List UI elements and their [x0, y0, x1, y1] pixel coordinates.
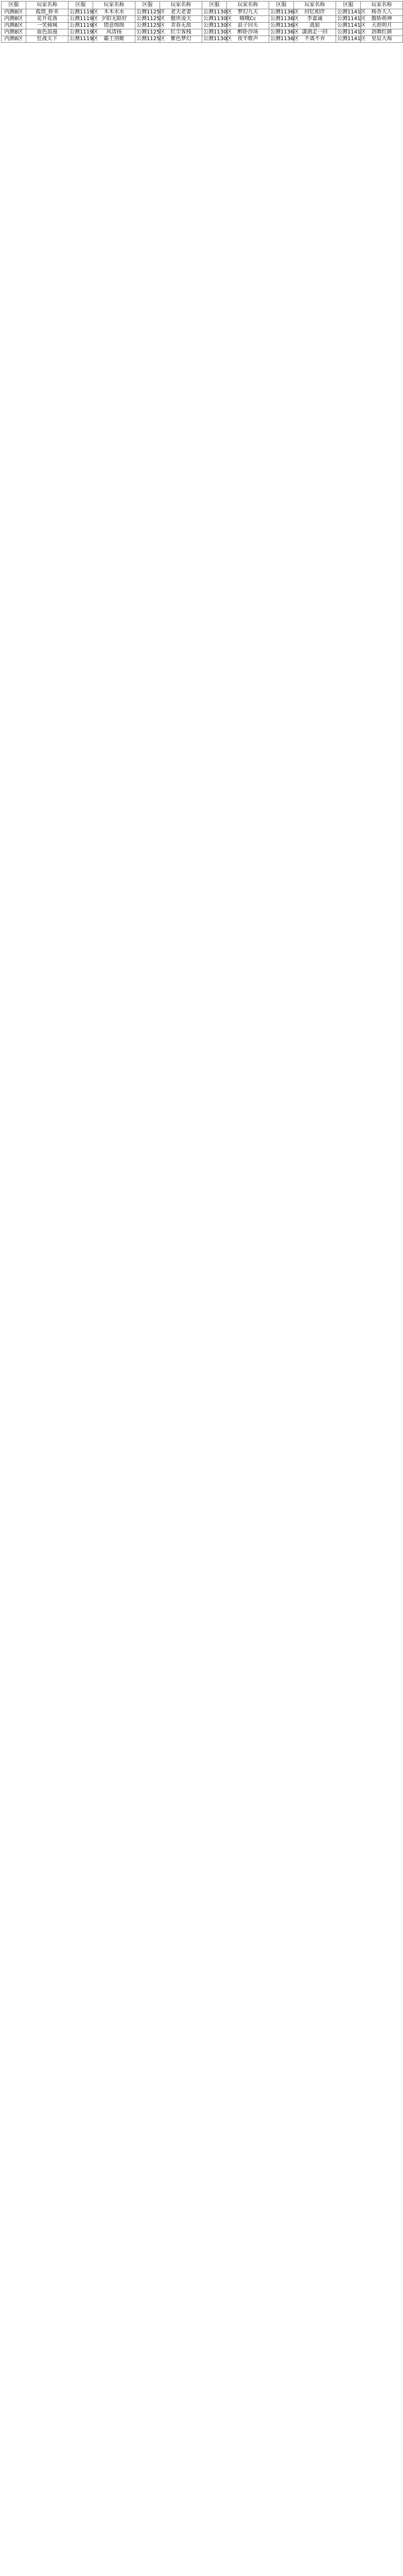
- player-name-cell: 不离不弃: [294, 36, 336, 43]
- player-name-cell: 风清扬: [93, 29, 135, 36]
- zone-cell: 公测1141区: [336, 36, 361, 43]
- player-name-cell: 夕阳无限好: [93, 16, 135, 23]
- zone-cell: 内测8区: [2, 16, 26, 23]
- player-name-cell: 狂战天下: [26, 36, 68, 43]
- player-name-cell: 青春无敌: [160, 23, 202, 29]
- player-name-cell: 傲世凌天: [160, 16, 202, 23]
- player-name-cell: 醉卧沙场: [227, 29, 269, 36]
- zone-cell: 公测1136区: [269, 16, 294, 23]
- zone-cell: 内测8区: [2, 9, 26, 16]
- player-name-cell: 紫色梦幻: [160, 36, 202, 43]
- player-name-cell: 夜半歌声: [227, 36, 269, 43]
- header-zone: 区服: [135, 2, 160, 9]
- player-name-cell: 老夫老妻: [160, 9, 202, 16]
- player-name-cell: 战狼: [294, 23, 336, 29]
- player-name-cell: 杨杏大人: [361, 9, 403, 16]
- header-zone: 区服: [336, 2, 361, 9]
- player-name-cell: 天涯明月: [361, 23, 403, 29]
- header-row: [2, 2, 403, 9]
- zone-cell: 公测1141区: [336, 23, 361, 29]
- player-name-cell: 情意绵绵: [93, 23, 135, 29]
- zone-cell: 公测1136区: [269, 9, 294, 16]
- player-name-cell: 血色浪漫: [26, 29, 68, 36]
- zone-cell: 公测1125区: [135, 36, 160, 43]
- zone-cell: 公测1130区: [202, 29, 227, 36]
- header-zone: 区服: [2, 2, 26, 9]
- zone-cell: 内测8区: [2, 23, 26, 29]
- zone-cell: 公测1136区: [269, 36, 294, 43]
- zone-cell: 公测1125区: [135, 23, 160, 29]
- zone-cell: 公测1119区: [68, 29, 93, 36]
- header-player-name: 玩家名称: [160, 2, 202, 9]
- zone-cell: 公测1136区: [269, 23, 294, 29]
- header-player-name: 玩家名称: [361, 2, 403, 9]
- zone-cell: 公测1125区: [135, 9, 160, 16]
- player-table: [1, 1, 403, 43]
- zone-cell: 公测1119区: [68, 36, 93, 43]
- player-name-cell: 潇洒走一回: [294, 29, 336, 36]
- zone-cell: 公测1130区: [202, 23, 227, 29]
- table-row: [2, 16, 403, 23]
- player-name-cell: 霸王别姬: [93, 36, 135, 43]
- table-body: [2, 9, 403, 43]
- player-name-cell: 浪子回头: [227, 23, 269, 29]
- zone-cell: 内测8区: [2, 29, 26, 36]
- player-name-cell: 星辰大海: [361, 36, 403, 43]
- zone-cell: 公测1141区: [336, 16, 361, 23]
- player-name-cell: 木木水水: [93, 9, 135, 16]
- player-name-cell: 回忆相伴: [294, 9, 336, 16]
- player-name-cell: 一笑倾城: [26, 23, 68, 29]
- player-name-cell: 梦幻九天: [227, 9, 269, 16]
- table-row: [2, 23, 403, 29]
- player-name-cell: 傲娇萌神: [361, 16, 403, 23]
- zone-cell: 公测1141区: [336, 9, 361, 16]
- header-player-name: 玩家名称: [93, 2, 135, 9]
- zone-cell: 公测1130区: [202, 16, 227, 23]
- zone-cell: 公测1125区: [135, 29, 160, 36]
- player-name-cell: 花开花落: [26, 16, 68, 23]
- zone-cell: 公测1119区: [68, 23, 93, 29]
- table-row: [2, 29, 403, 36]
- player-name-cell: 李嘉诚: [294, 16, 336, 23]
- table-row: [2, 9, 403, 16]
- header-player-name: 玩家名称: [227, 2, 269, 9]
- header-zone: 区服: [202, 2, 227, 9]
- player-name-cell: 嗨哦Cc: [227, 16, 269, 23]
- zone-cell: 公测1119区: [68, 16, 93, 23]
- player-name-cell: 剑舞红颜: [361, 29, 403, 36]
- zone-cell: 公测1141区: [336, 29, 361, 36]
- header-player-name: 玩家名称: [26, 2, 68, 9]
- zone-cell: 公测1119区: [68, 9, 93, 16]
- header-player-name: 玩家名称: [294, 2, 336, 9]
- zone-cell: 公测1136区: [269, 29, 294, 36]
- table-row: [2, 36, 403, 43]
- zone-cell: 公测1130区: [202, 36, 227, 43]
- header-zone: 区服: [269, 2, 294, 9]
- zone-cell: 公测1125区: [135, 16, 160, 23]
- player-name-cell: 红尘客栈: [160, 29, 202, 36]
- zone-cell: 内测8区: [2, 36, 26, 43]
- player-name-cell: 孤情_虾米: [26, 9, 68, 16]
- zone-cell: 公测1130区: [202, 9, 227, 16]
- header-zone: 区服: [68, 2, 93, 9]
